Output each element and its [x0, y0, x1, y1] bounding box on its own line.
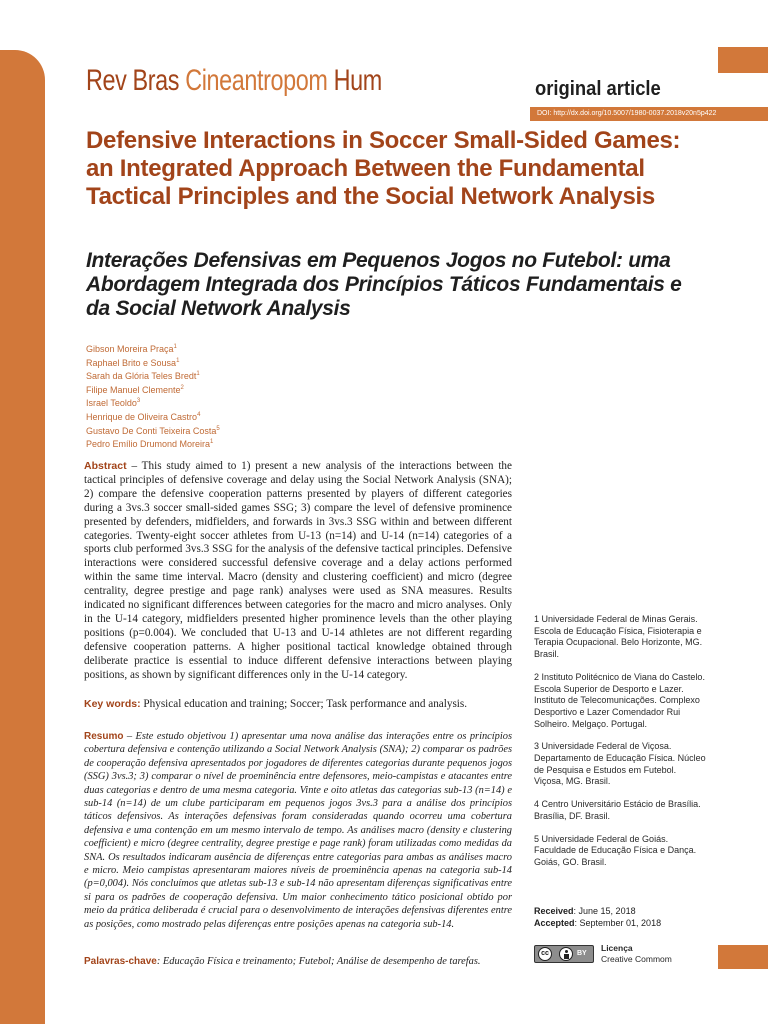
author-list	[86, 342, 220, 451]
license-block	[534, 943, 714, 967]
left-accent-bar	[0, 50, 45, 1024]
accepted-label: Accepted	[534, 918, 575, 928]
author-item	[86, 410, 220, 424]
keywords-text: Physical education and training; Soccer; Task performance and analysis.	[140, 698, 468, 710]
author-affiliation-ref: 4	[197, 411, 201, 418]
author-name: Gibson Moreira Praça	[86, 344, 174, 354]
author-item	[86, 342, 220, 356]
right-accent-tab-top	[718, 47, 768, 73]
creative-commons-icon: cc	[538, 947, 552, 961]
license-text	[601, 943, 672, 965]
right-accent-tab-bottom	[718, 945, 768, 969]
author-item	[86, 437, 220, 451]
author-name: Pedro Emílio Drumond Moreira	[86, 439, 211, 450]
palavras-chave	[84, 955, 512, 968]
author-affiliation-ref: 1	[173, 344, 177, 350]
affiliation-item: 2 Instituto Politécnico de Viana do Castelo. Escola Superior de Desporto e Lazer. Instituto de Telecomunicações. Complexo Desportivo e Lazer Comendador Rui Solheiro. Melgaço. Portugal.	[534, 671, 705, 729]
affiliations	[534, 614, 706, 880]
journal-title	[86, 64, 382, 98]
received-label: Received	[534, 906, 574, 916]
author-item	[86, 383, 220, 397]
journal-name-part2: Cineantropom	[185, 64, 328, 97]
article-dates	[534, 905, 734, 929]
title-english: Defensive Interactions in Soccer Small-Sided Games: an Integrated Approach Between the Fundamental Tactical Principles and the Social Network Analysis	[86, 127, 681, 210]
license-title: Licença	[601, 943, 633, 953]
author-item	[86, 356, 220, 370]
author-name: Henrique de Oliveira Castro	[86, 411, 198, 422]
palavras-text: : Educação Física e treinamento; Futebol; Análise de desempenho de tarefas.	[156, 956, 481, 967]
author-item	[86, 396, 220, 410]
license-name: Creative Commom	[601, 954, 672, 964]
title-portuguese: Interações Defensivas em Pequenos Jogos no Futebol: uma Abordagem Integrada dos Princípios Táticos Fundamentais e da Social Network Analysis	[86, 249, 682, 320]
affiliation-item: 5 Universidade Federal de Goiás. Faculdade de Educação Física e Dança. Goiás, GO. Brasil.	[534, 833, 697, 867]
accepted-value: : September 01, 2018	[574, 918, 662, 928]
author-affiliation-ref: 5	[216, 425, 220, 432]
abstract-label: Abstract	[84, 460, 127, 472]
resumo-label: Resumo	[84, 731, 124, 742]
affiliation-item: 1 Universidade Federal de Minas Gerais. Escola de Educação Física, Fisioterapia e Terapia Ocupacional. Belo Horizonte, MG. Brasil.	[534, 614, 703, 660]
author-name: Gustavo De Conti Teixeira Costa	[86, 425, 217, 436]
author-affiliation-ref: 1	[210, 439, 214, 446]
author-item	[86, 369, 220, 383]
palavras-label: Palavras-chave	[84, 956, 157, 967]
doi-link[interactable]: DOI: http://dx.doi.org/10.5007/1980-0037.2018v20n5p422	[530, 107, 768, 121]
abstract-pt	[84, 730, 512, 931]
affiliation-item: 4 Centro Universitário Estácio de Brasília. Brasília, DF. Brasil.	[534, 799, 701, 821]
author-affiliation-ref: 1	[176, 357, 180, 364]
author-item	[86, 424, 220, 438]
received-value: : June 15, 2018	[573, 906, 636, 916]
attribution-person-icon	[559, 947, 573, 961]
author-affiliation-ref: 2	[180, 384, 184, 391]
author-affiliation-ref: 1	[196, 371, 200, 378]
license-by-label: BY	[577, 950, 587, 957]
resumo-text: – Este estudo objetivou 1) apresentar uma nova análise das interações entre os princípios cobertura defensiva e contenção utilizando a Social Network Analysis (SNA); 2) comparar os padrões de cooperação defensiva apresentados por jogadores de diferentes categorias durante pequenos jogos (SSG) 3vs.3; 3) comparar o nível de proeminência entre defensores, meio-campistas e atacantes entre duas categorias e dentro de uma mesma categoria. Vinte e oito atletas das categorias sub-13 (n=14) e sub-14 (n=14) de um clube participaram em pequenos jogos 3vs.3 para a análise dos princípios táticos defensivos. As interações defensivas foram consideradas quando ocorreu uma cobertura defensiva e uma contenção em um mesmo intervalo de tempo. As análises macro (density e clustering coefficient) e micro (degree centrality, degree prestige e page rank) foram utilizadas como medidas da SNA. Os resultados indicaram ausência de diferenças entre categorias para ambas as análises macro e micro. Meio campistas apresentaram maiores níveis de proeminência apenas na categoria sub-14 (p=0,004). Nós concluímos que atletas sub-13 e sub-14 não apresentam diferenças significativas entre si para os padrões de cooperação defensiva. Um maior conhecimento tático posicional obtido por meio da prática deliberada é crucial para o desenvolvimento de interações defensivas diferentes entre as posições, como mostrado pelas diferenças entre posições apenas na categoria sub-14.	[84, 731, 512, 930]
author-affiliation-ref: 3	[136, 398, 141, 405]
article-type: original article	[535, 78, 661, 100]
author-name: Filipe Manuel Clemente	[86, 384, 181, 395]
received-date	[534, 905, 734, 917]
affiliation-item: 3 Universidade Federal de Viçosa. Departamento de Educação Física. Núcleo de Pesquisa e Estudos em Futebol. Viçosa, MG. Brasil.	[534, 741, 706, 787]
author-name: Israel Teoldo	[86, 398, 137, 409]
abstract-text: – This study aimed to 1) present a new analysis of the interactions between the tactical principles of defensive coverage and delay using the Social Network Analysis (SNA); 2) compare the defensive cooperation patterns presented by players of different categories during a 3vs.3 soccer small-sided games SSG; 3) compare the level of defensive prominence presented by defenders, midfielders, and forwards in 3vs.3 SSG within and between different categories. Twenty-eight soccer athletes from U-13 (n=14) and U-14 (n=14) categories of a sports club performed 3vs.3 SSG for the analysis of the defensive tactical principles. Defensive interactions were considered successful defensive coverage and a delay actions performed within the same time interval. Macro (density and clustering coefficient) and micro (degree centrality, degree prestige and page rank) analyses were used as SNA measures. Results indicated no significant differences between categories for the macro and micro analyses. Only in the U-14 category, midfielders presented higher prominence levels than the other playing positions (p=0.004). We concluded that U-13 and U-14 athletes are not different regarding defensive cooperation patterns. A higher positional tactical knowledge obtained through deliberate practice is essential to induce different defensive interactions between playing positions, as shown by significant differences only in the U-14 category.	[84, 460, 512, 681]
keywords	[84, 697, 512, 711]
journal-name-part3: Hum	[327, 64, 382, 97]
author-name: Raphael Brito e Sousa	[86, 357, 177, 368]
cc-by-license-icon[interactable]	[534, 945, 594, 963]
keywords-label: Key words:	[84, 698, 141, 710]
author-name: Sarah da Glória Teles Bredt	[86, 371, 197, 382]
accepted-date	[534, 917, 734, 929]
journal-name-part1: Rev Bras	[86, 64, 186, 97]
abstract-en	[84, 460, 512, 683]
